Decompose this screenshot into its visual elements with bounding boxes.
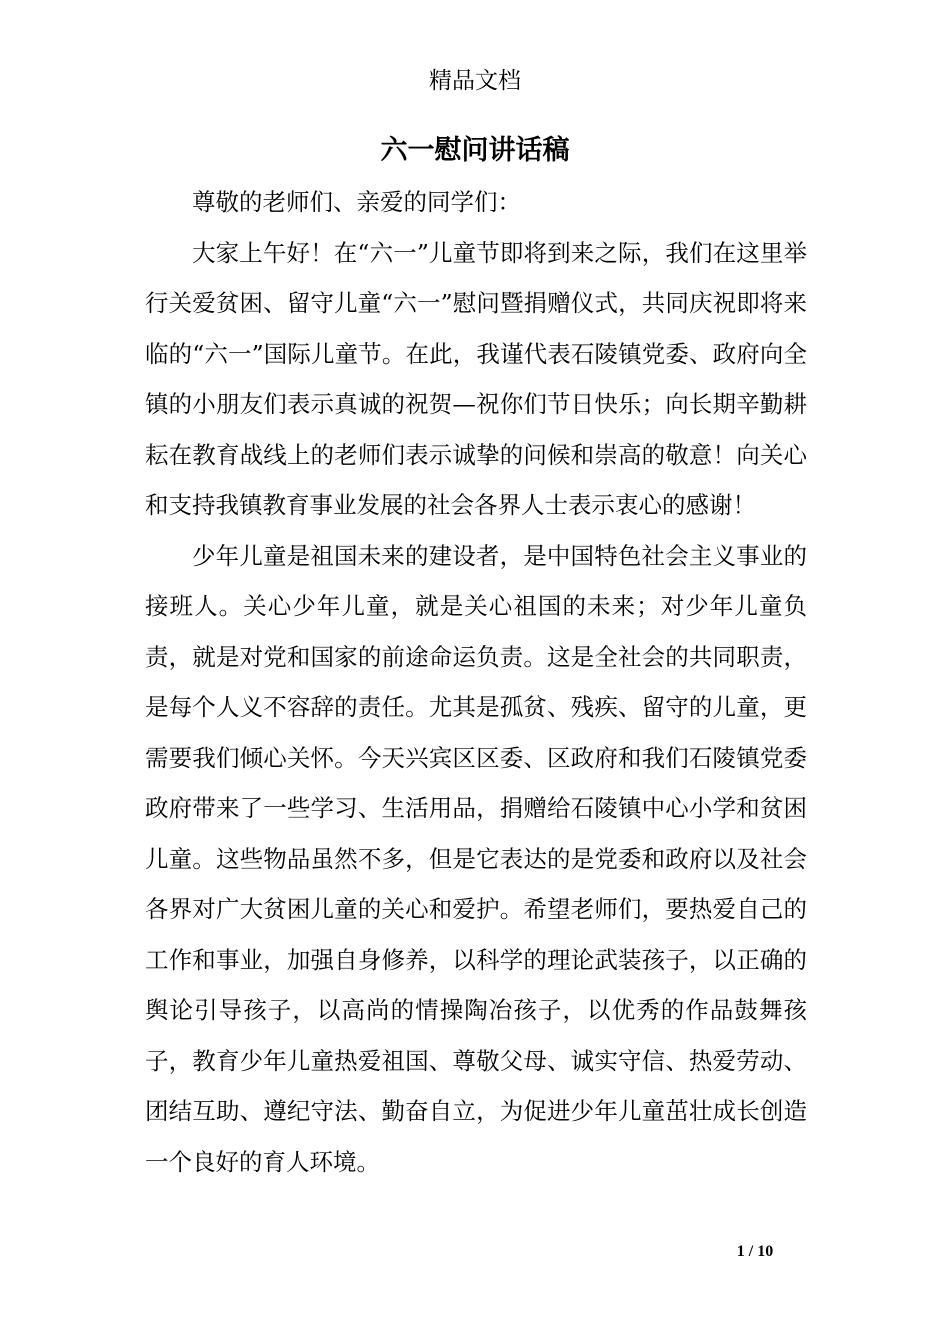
page-header: 精品文档 — [429, 68, 521, 94]
document-title: 六一慰问讲话稿 — [380, 135, 570, 166]
salutation-paragraph: 尊敬的老师们、亲爱的同学们： — [192, 188, 521, 216]
body-paragraph: 大家上午好！在“六一”儿童节即将到来之际，我们在这里举行关爱贫困、留守儿童“六一”慰问暨捐赠仪式，共同庆祝即将来临的“六一”国际儿童节。在此，我谨代表石陵镇党委、政府向全镇的小朋友们表示真诚的祝贺—祝你们节日快乐；向长期辛勤耕耘在教育战线上的老师们表示诚挚的问候和崇高的敬意！向关心和支持我镇教育事业发展的社会各界人士表示衷心的感谢！ — [145, 238, 807, 519]
body-paragraph: 少年儿童是祖国未来的建设者，是中国特色社会主义事业的接班人。关心少年儿童，就是关心祖国的未来；对少年儿童负责，就是对党和国家的前途命运负责。这是全社会的共同职责，是每个人义不容辞的责任。尤其是孤贫、残疾、留守的儿童，更需要我们倾心关怀。今天兴宾区区委、区政府和我们石陵镇党委政府带来了一些学习、生活用品，捐赠给石陵镇中心小学和贫困儿童。这些物品虽然不多，但是它表达的是党委和政府以及社会各界对广大贫困儿童的关心和爱护。希望老师们，要热爱自己的工作和事业，加强自身修养，以科学的理论武装孩子，以正确的舆论引导孩子，以高尚的情操陶冶孩子，以优秀的作品鼓舞孩子，教育少年儿童热爱祖国、尊敬父母、诚实守信、热爱劳动、团结互助、遵纪守法、勤奋自立，为促进少年儿童茁壮成长创造一个良好的育人环境。 — [145, 541, 807, 1176]
document-body — [145, 177, 807, 1187]
page-number: 1 / 10 — [736, 1243, 774, 1260]
